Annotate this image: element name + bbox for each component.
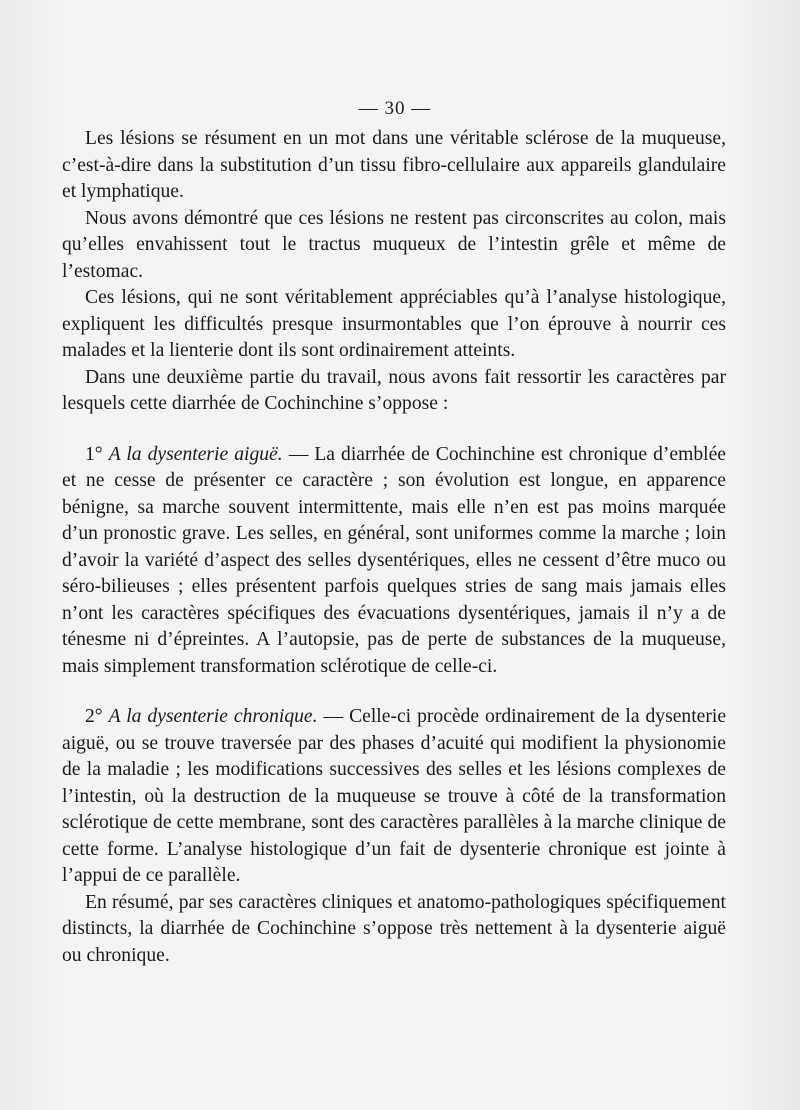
page-number: — 30 — xyxy=(358,98,432,119)
dash: — xyxy=(288,443,309,465)
heading-chronic-dysentery: A la dysenterie chronique. xyxy=(108,706,318,727)
paragraph-summary: En résumé, par ses caractères cliniques et anatomo-pathologiques spécifiquement distincts, la diarrhée de Cochinchine s’oppose très nettement à la dysenterie aiguë ou chronique. xyxy=(62,891,726,966)
paragraph-histology: Ces lésions, qui ne sont véritablement appréciables qu’à l’analyse histologique, expliquent les difficultés presque insurmontables que l’on éprouve à nourrir ces malades et la lienterie dont ils sont ordinairement atteints. xyxy=(62,287,726,361)
dash: — xyxy=(323,706,344,727)
heading-acute-dysentery: A la dysenterie aiguë. xyxy=(108,443,283,465)
paragraph-chronic-dysentery xyxy=(62,704,726,890)
ordinal-1: 1° xyxy=(85,443,103,465)
paragraph-second-part: Dans une deuxième partie du travail, nous avons fait ressortir les caractères par lesquels cette diarrhée de Cochinchine s’oppose : xyxy=(62,366,726,414)
body-chronic-dysentery: Celle-ci procède ordinairement de la dysenterie aiguë, ou se trouve traversée par des phases d’acuité qui modifient la physionomie de la maladie ; les modifications successives des selles et les lésions complexes de l’intestin, où la destruction de la muqueuse se trouve à côté de la transformation sclérotique de cette membrane, sont des caractères parallèles à la marche clinique de cette forme. L’analyse histologique d’un fait de dysenterie chronique est jointe à l’appui de ce parallèle. xyxy=(62,706,727,886)
body-text xyxy=(62,126,726,969)
body-acute-dysentery: La diarrhée de Cochinchine est chronique d’emblée et ne cesse de présenter ce caractère ; son évolution est longue, en apparence bénigne, sa marche souvent intermittente, mais elle n’en est pas moins marquée d’un pronostic grave. Les selles, en général, sont uniformes comme la marche ; loin d’avoir la variété d’aspect des selles dysentériques, elles ne cessent d’être muco ou séro-bilieuses ; elles présentent parfois quelques stries de sang mais jamais elles n’ont les caractères spécifiques des évacuations dysentériques, jamais il n’y a de ténesme ni d’épreintes. A l’autopsie, pas de perte de substances de la muqueuse, mais simplement transformation sclérotique de celle-ci. xyxy=(62,443,726,677)
ordinal-2: 2° xyxy=(85,706,103,727)
paragraph-sclerosis: Les lésions se résument en un mot dans une véritable sclérose de la muqueuse, c’est-à-dire dans la substitution d’un tissu fibro-cellulaire aux appareils glandulaire et lymphatique. xyxy=(62,128,726,202)
paragraph-acute-dysentery xyxy=(62,442,726,681)
paragraph-extension: Nous avons démontré que ces lésions ne restent pas circonscrites au colon, mais qu’elles envahissent tout le tractus muqueux de l’intestin grêle et même de l’estomac. xyxy=(62,207,726,282)
